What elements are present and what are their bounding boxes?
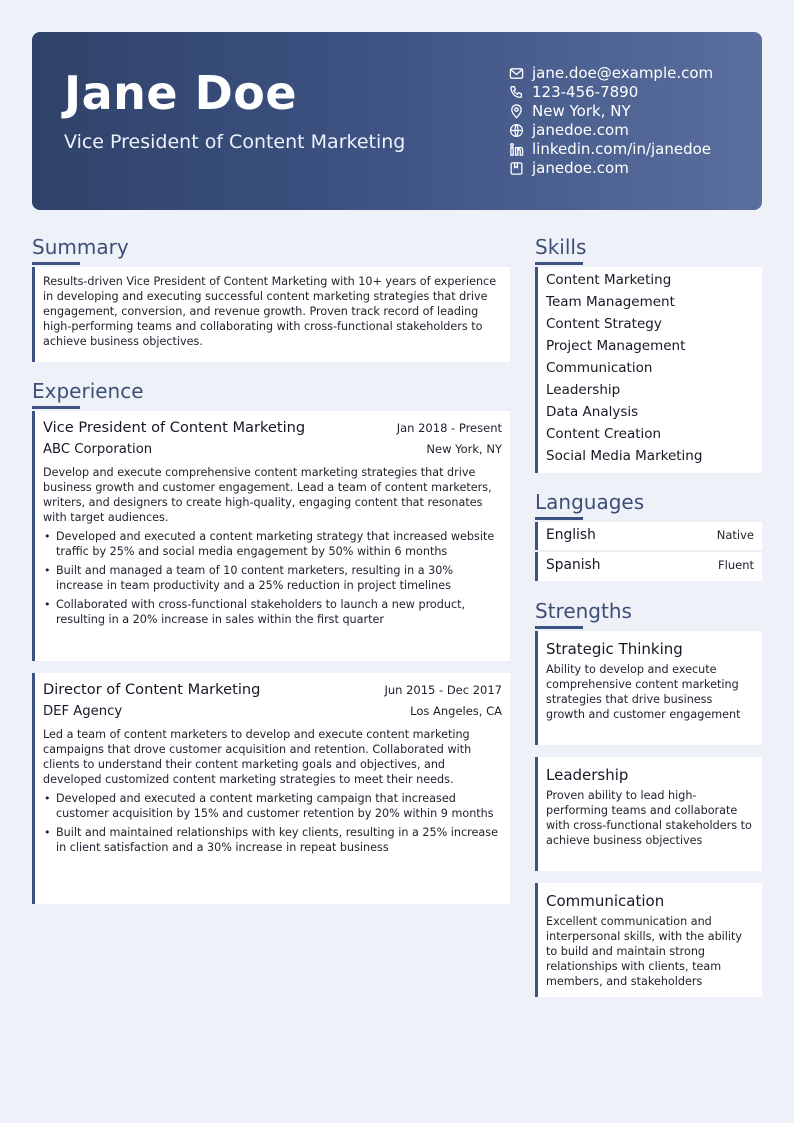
summary-text: Results-driven Vice President of Content Marketing with 10+ years of experience in developing and executing successful content marketing strategies that drive engagement, conversion, and revenue growth. Proven track record of leading high-performing teams and collaborating with cross-functional stakeholders to achieve business objectives.	[43, 275, 497, 348]
contact-phone-text: 123-456-7890	[532, 83, 639, 101]
candidate-name: Jane Doe	[64, 66, 298, 120]
strength-card-1	[535, 631, 762, 745]
languages-heading	[535, 489, 644, 515]
language-card-2	[535, 552, 762, 581]
strength-title: Strategic Thinking	[546, 640, 683, 658]
strength-card-2	[535, 757, 762, 871]
strength-text: Ability to develop and execute comprehensive content marketing strategies that drive business growth and customer engagement	[546, 663, 741, 721]
strength-title: Leadership	[546, 766, 629, 784]
mail-icon	[508, 66, 524, 82]
language-row	[538, 552, 762, 578]
language-level: Fluent	[718, 558, 754, 572]
job-location: Los Angeles, CA	[410, 704, 502, 718]
heading-underline	[32, 262, 80, 265]
contact-location	[508, 102, 748, 121]
strength-title: Communication	[546, 892, 665, 910]
experience-heading	[32, 378, 144, 404]
language-card-1	[535, 522, 762, 550]
contact-phone[interactable]	[508, 83, 748, 102]
skills-heading-text: Skills	[535, 235, 587, 259]
achievement-item: • Built and managed a team of 10 content marketers, resulting in a 30% increase in team productivity and a 25% reduction in project timelines	[43, 563, 502, 593]
language-name: Spanish	[546, 557, 601, 573]
skill-item: Project Management	[546, 338, 686, 354]
job-achievements	[43, 529, 502, 627]
achievement-item: • Developed and executed a content marketing campaign that increased customer acquisition by 15% and customer retention by 20% within 9 months	[43, 791, 502, 821]
skill-item: Content Creation	[546, 426, 662, 442]
linkedin-icon	[508, 142, 524, 158]
contact-list	[508, 64, 748, 178]
skill-item: Communication	[546, 360, 653, 376]
contact-linkedin-text: linkedin.com/in/janedoe	[532, 140, 712, 158]
job-achievements	[43, 791, 502, 855]
candidate-title: Vice President of Content Marketing	[64, 131, 406, 153]
contact-email[interactable]	[508, 64, 748, 83]
skill-item: Team Management	[546, 294, 675, 310]
contact-linkedin[interactable]	[508, 140, 748, 159]
bookmark-icon	[508, 161, 524, 177]
achievement-item: • Collaborated with cross-functional stakeholders to launch a new product, resulting in a 20% increase in sales within the first quarter	[43, 597, 502, 627]
heading-underline	[32, 406, 80, 409]
globe-icon	[508, 123, 524, 139]
strength-text: Proven ability to lead high-performing teams and collaborate with cross-functional stakeholders to achieve business objectives	[546, 789, 752, 847]
strength-text: Excellent communication and interpersonal skills, with the ability to build and maintain strong relationships with clients, team members, and stakeholders	[546, 915, 743, 988]
heading-underline	[535, 262, 583, 265]
job-location: New York, NY	[426, 442, 502, 456]
summary-heading	[32, 234, 129, 260]
language-level: Native	[716, 528, 754, 542]
job-header	[43, 419, 502, 436]
strengths-heading-text: Strengths	[535, 599, 632, 623]
contact-portfolio-text: janedoe.com	[532, 159, 629, 177]
language-name: English	[546, 527, 596, 543]
summary-heading-text: Summary	[32, 235, 129, 259]
skills-heading	[535, 234, 586, 260]
language-row	[538, 522, 762, 548]
contact-website-text: janedoe.com	[532, 121, 629, 139]
location-icon	[508, 104, 524, 120]
job-company: ABC Corporation	[43, 442, 153, 457]
job-description: Led a team of content marketers to develop and execute content marketing campaigns that drove customer acquisition and retention. Collaborated with clients to understand their content marketing goals and objectives, and developed customized content marketing strategies to meet their needs.	[43, 728, 472, 786]
job-dates: Jan 2018 - Present	[396, 421, 502, 435]
strengths-heading	[535, 598, 632, 624]
contact-email-text: jane.doe@example.com	[532, 64, 714, 82]
skill-item: Social Media Marketing	[546, 448, 703, 464]
contact-location-text: New York, NY	[532, 102, 631, 120]
heading-underline	[535, 626, 583, 629]
skill-item: Leadership	[546, 382, 621, 398]
skill-item: Content Marketing	[546, 272, 672, 288]
achievement-item: • Built and maintained relationships with key clients, resulting in a 25% increase in client satisfaction and a 30% increase in repeat business	[43, 825, 502, 855]
job-dates: Jun 2015 - Dec 2017	[384, 683, 502, 697]
job-company: DEF Agency	[43, 704, 123, 719]
skill-item: Data Analysis	[546, 404, 639, 420]
strength-card-3	[535, 883, 762, 997]
languages-heading-text: Languages	[535, 490, 645, 514]
job-role: Vice President of Content Marketing	[43, 419, 306, 436]
skill-item: Content Strategy	[546, 316, 662, 332]
job-card-1	[32, 411, 510, 661]
job-subheader	[43, 704, 502, 719]
experience-heading-text: Experience	[32, 379, 144, 403]
summary-card	[32, 267, 510, 362]
skills-card	[535, 267, 762, 473]
job-card-2	[32, 673, 510, 904]
contact-portfolio[interactable]	[508, 159, 748, 178]
job-description: Develop and execute comprehensive content marketing strategies that drive business growth and customer engagement. Lead a team of content marketers, writers, and designers to create high-quality, engaging content that resonates with target audiences.	[43, 466, 492, 524]
resume-header	[32, 32, 762, 210]
achievement-item: • Developed and executed a content marketing strategy that increased website traffic by 25% and social media engagement by 50% within 6 months	[43, 529, 502, 559]
contact-website[interactable]	[508, 121, 748, 140]
job-role: Director of Content Marketing	[43, 681, 261, 698]
job-subheader	[43, 442, 502, 457]
heading-underline	[535, 517, 583, 520]
job-header	[43, 681, 502, 698]
phone-icon	[508, 85, 524, 101]
